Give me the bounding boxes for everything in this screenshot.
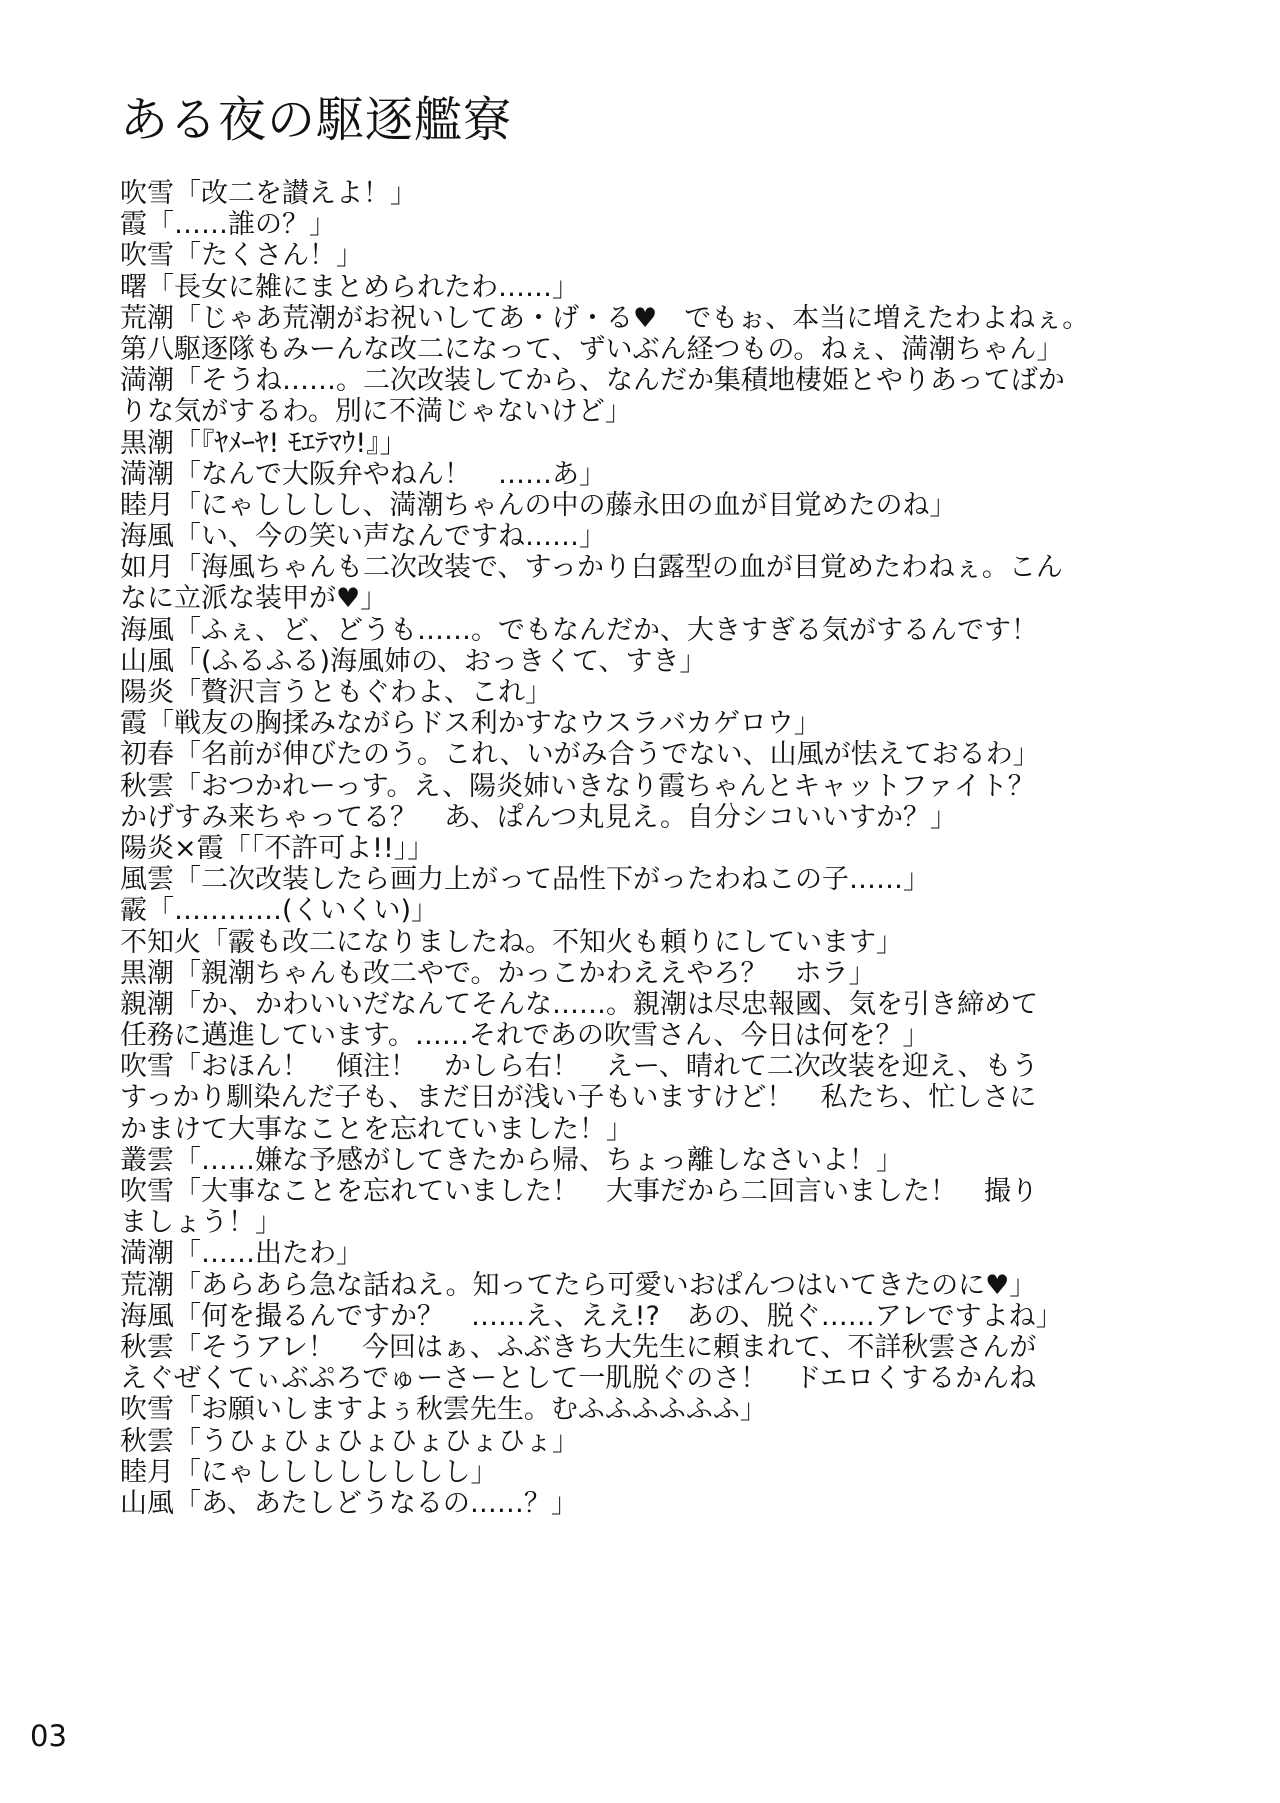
dialogue-line: 黒潮「『ﾔﾒｰﾔ! ﾓｴﾃﾏｳ!』」 (120, 427, 407, 459)
dialogue-line: 山風「あ、あたしどうなるの……？」 (120, 1487, 578, 1519)
dialogue-line: 睦月「にゃしししししししし」 (120, 1456, 498, 1488)
page-number: 03 (30, 1719, 67, 1753)
dialogue-line: 海風「い、今の笑い声なんですね……」 (120, 521, 606, 553)
dialogue-line: 海風「ふぇ、ど、どうも……。でもなんだか、大きすぎる気がするんです！ (120, 614, 1038, 646)
dialogue-line: 叢雲「……嫌な予感がしてきたから帰、ちょっ離しなさいよ！」 (120, 1144, 903, 1176)
dialogue-line: かげすみ来ちゃってる？ あ、ぱんつ丸見え。自分シコいいすか？」 (120, 801, 957, 833)
dialogue-line: 山風「(ふるふる)海風姉の、おっきくて、すき」 (120, 645, 707, 677)
dialogue-line: 如月「海風ちゃんも二次改装で、すっかり白露型の血が目覚めたわねぇ。こん (120, 552, 1063, 584)
dialogue-line: 曙「長女に雑にまとめられたわ……」 (120, 271, 579, 303)
dialogue-line: ましょう！」 (120, 1207, 282, 1239)
dialogue-line: すっかり馴染んだ子も、まだ日が浅い子もいますけど！ 私たち、忙しさに (120, 1082, 1037, 1114)
dialogue-line: 第八駆逐隊もみーんな改二になって、ずいぶん経つもの。ねぇ、満潮ちゃん」 (120, 333, 1064, 365)
dialogue-line: 任務に邁進しています。……それであの吹雪さん、今日は何を？」 (120, 1020, 930, 1052)
dialogue-line: 満潮「……出たわ」 (120, 1238, 363, 1270)
dialogue-line: えぐぜくてぃぶぷろでゅーさーとして一肌脱ぐのさ！ ドエロくするかんね (120, 1363, 1037, 1395)
dialogue-line: 霰「…………(くいくい)」 (120, 895, 439, 927)
dialogue-line: りな気がするわ。別に不満じゃないけど」 (120, 396, 632, 428)
dialogue-line: 秋雲「そうアレ！ 今回はぁ、ふぶきち大先生に頼まれて、不詳秋雲さんが (120, 1331, 1037, 1363)
dialogue-line: 満潮「なんで大阪弁やねん！ ……あ」 (120, 458, 606, 490)
dialogue-line: 海風「何を撮るんですか？ ……え、ええ!? あの、脱ぐ……アレですよね」 (120, 1300, 1063, 1332)
dialogue-line: 吹雪「お願いしますよぅ秋雲先生。むふふふふふふ」 (120, 1394, 767, 1426)
dialogue-line: 吹雪「たくさん！」 (120, 240, 363, 272)
dialogue-line: 荒潮「じゃあ荒潮がお祝いしてあ・げ・る♥ でもぉ、本当に増えたわよねぇ。 (120, 302, 1090, 334)
dialogue-line: 吹雪「大事なことを忘れていました！ 大事だから二回言いました！ 撮り (120, 1176, 1038, 1207)
dialogue-line: 満潮「そうね……。二次改装してから、なんだか集積地棲姫とやりあってばか (120, 365, 1065, 397)
dialogue-line: かまけて大事なことを忘れていました！」 (120, 1113, 633, 1145)
dialogue-line: 吹雪「改二を讃えよ！」 (120, 178, 417, 209)
page-title: ある夜の駆逐艦寮 (120, 92, 513, 148)
dialogue-line: 風雲「二次改装したら画力上がって品性下がったわねこの子……」 (120, 864, 930, 896)
dialogue-line: 霞「戦友の胸揉みながらドス利かすなウスラバカゲロウ」 (120, 708, 821, 740)
dialogue-line: 初春「名前が伸びたのう。これ、いがみ合うでない、山風が怯えておるわ」 (120, 739, 1040, 771)
dialogue-line: 陽炎×霞「「不許可よ!!」」 (120, 832, 435, 864)
dialogue-text (120, 178, 1160, 1519)
dialogue-line: 不知火「霰も改二になりましたね。不知火も頼りにしています」 (120, 926, 903, 958)
dialogue-line: 陽炎「贅沢言うともぐわよ、これ」 (120, 677, 552, 708)
dialogue-line: なに立派な装甲が♥」 (120, 583, 388, 615)
dialogue-line: 霞「……誰の？」 (120, 209, 336, 241)
dialogue-line: 吹雪「おほん！ 傾注！ かしら右！ えー、晴れて二次改装を迎え、もう (120, 1051, 1039, 1083)
dialogue-line: 睦月「にゃしししし、満潮ちゃんの中の藤永田の血が目覚めたのね」 (120, 489, 957, 521)
dialogue-line: 秋雲「うひょひょひょひょひょひょ」 (120, 1425, 579, 1457)
dialogue-line: 秋雲「おつかれーっす。え、陽炎姉いきなり霞ちゃんとキャットファイト？ (120, 770, 1035, 802)
dialogue-line: 黒潮「親潮ちゃんも改二やで。かっこかわええやろ？ ホラ」 (120, 957, 876, 989)
dialogue-line: 荒潮「あらあら急な話ねえ。知ってたら可愛いおぱんつはいてきたのに♥」 (120, 1269, 1037, 1301)
dialogue-line: 親潮「か、かわいいだなんてそんな……。親潮は尽忠報國、気を引き締めて (120, 988, 1038, 1020)
